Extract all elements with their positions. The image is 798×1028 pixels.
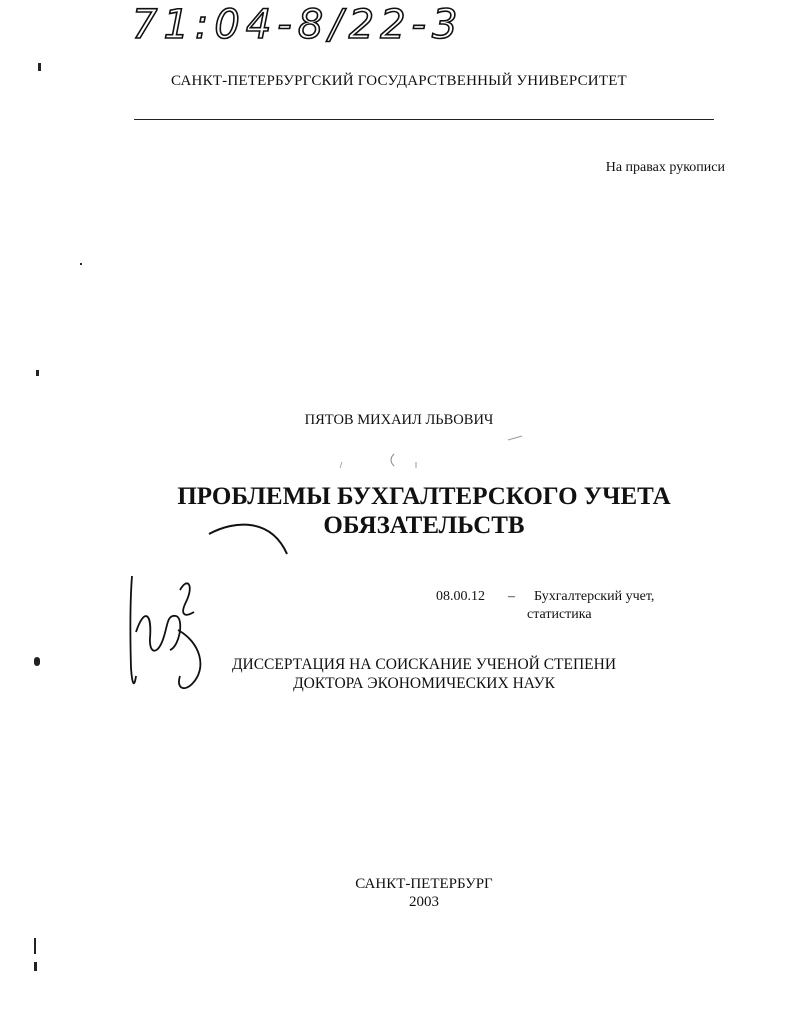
dissertation-line-1: ДИССЕРТАЦИЯ НА СОИСКАНИЕ УЧЕНОЙ СТЕПЕНИ <box>231 656 617 673</box>
archive-number-text: 71:04-8/22-3 <box>132 2 464 46</box>
specialty-block <box>436 588 696 624</box>
year: 2003 <box>409 894 439 910</box>
archive-number-handwritten <box>128 0 468 46</box>
scan-mark <box>38 63 41 71</box>
dissertation-line-2: ДОКТОРА ЭКОНОМИЧЕСКИХ НАУК <box>293 675 555 692</box>
archive-number-drawing <box>128 0 468 46</box>
author-name: ПЯТОВ МИХАИЛ ЛЬВОВИЧ <box>304 412 494 428</box>
signature-drawing <box>122 572 222 698</box>
scan-mark <box>34 962 37 971</box>
thesis-title-line-1: ПРОБЛЕМЫ БУХГАЛТЕРСКОГО УЧЕТА <box>177 483 671 510</box>
scan-mark <box>80 263 82 265</box>
ink-arc-stroke <box>205 518 295 562</box>
specialty-code: 08.00.12 <box>436 589 485 604</box>
city: САНКТ-ПЕТЕРБУРГ <box>355 876 493 892</box>
specialty-name-line-1: Бухгалтерский учет, <box>534 589 655 604</box>
university-name: САНКТ-ПЕТЕРБУРГСКИЙ ГОСУДАРСТВЕННЫЙ УНИВЕРСИТЕТ <box>171 73 627 89</box>
dissertation-statement <box>0 655 798 693</box>
scan-mark <box>34 938 36 954</box>
specialty-name-line-2: статистика <box>527 607 592 622</box>
thesis-title-line-2: ОБЯЗАТЕЛЬСТВ <box>323 512 525 539</box>
faint-specks <box>330 436 530 476</box>
scan-mark <box>34 657 40 666</box>
header-divider <box>134 119 714 120</box>
thesis-title <box>0 482 798 540</box>
manuscript-note: На правах рукописи <box>605 160 725 175</box>
specialty-dash: – <box>508 589 515 604</box>
scan-mark <box>36 370 39 376</box>
